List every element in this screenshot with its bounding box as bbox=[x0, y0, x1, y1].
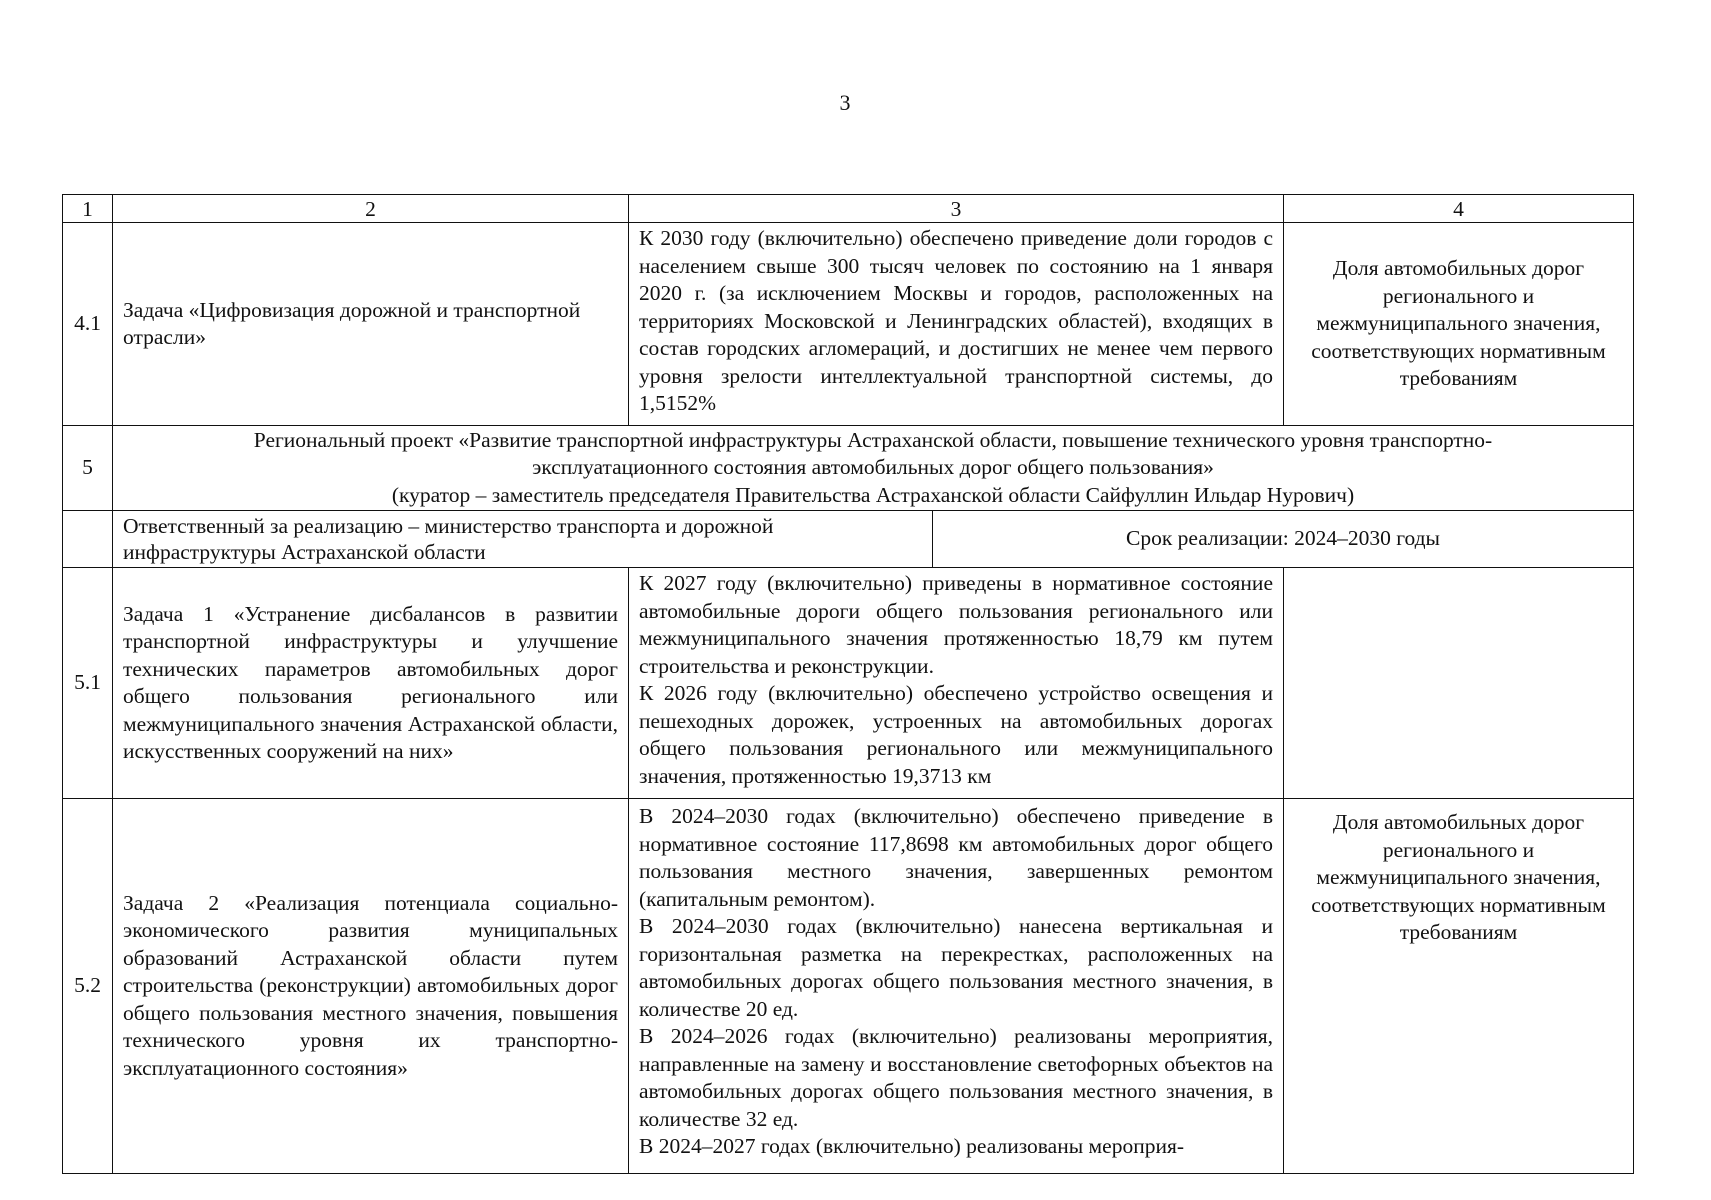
header-col-4: 4 bbox=[1284, 195, 1634, 223]
indicator-cell: Доля автомобильных дорог регионального и межмуниципального значения, соответствующих нормативным требованиям bbox=[1284, 223, 1634, 426]
result-paragraph: В 2024–2030 годах (включительно) нанесена вертикальная и горизонтальная разметка на перекрестках, расположенных на автомобильных дорогах общего пользования местного значения, в количестве 20 ед. bbox=[639, 914, 1273, 1021]
task-cell: Задача 2 «Реализация потенциала социально-экономического развития муниципальных образований Астраханской области путем строительства (реконструкции) автомобильных дорог общего пользования местного значения, повышения технического уровня их транспортно-эксплуатационного состояния» bbox=[113, 799, 629, 1174]
table-row bbox=[63, 568, 1634, 799]
row-number: 5.2 bbox=[63, 799, 113, 1174]
responsible-text: Ответственный за реализацию – министерство транспорта и дорожной инфраструктуры Астраханской области bbox=[113, 511, 933, 567]
row-number: 5 bbox=[63, 426, 113, 511]
table-row bbox=[63, 799, 1634, 1174]
program-table bbox=[62, 194, 1634, 1174]
result-paragraph: В 2024–2030 годах (включительно) обеспечено приведение в нормативное состояние 117,8698 км автомобильных дорог общего пользования местного значения, завершенных ремонтом (капитальным ремонтом). bbox=[639, 804, 1273, 911]
result-paragraph: К 2027 году (включительно) приведены в нормативное состояние автомобильные дороги общего пользования регионального или межмуниципального значения протяженностью 18,79 км путем строительства и реконструкции. bbox=[639, 571, 1273, 678]
page-number: 3 bbox=[839, 90, 851, 115]
result-paragraph: К 2026 году (включительно) обеспечено устройство освещения и пешеходных дорожек, устроенных на автомобильных дорогах общего пользования регионального или межмуниципального значения, протяженностью 19,3713 км bbox=[639, 681, 1273, 788]
result-paragraph: В 2024–2027 годах (включительно) реализованы мероприя- bbox=[639, 1134, 1185, 1158]
project-title-cell bbox=[113, 426, 1634, 511]
result-cell bbox=[629, 799, 1284, 1174]
header-col-1: 1 bbox=[63, 195, 113, 223]
header-col-3: 3 bbox=[629, 195, 1284, 223]
project-curator: (куратор – заместитель председателя Правительства Астраханской области Сайфуллин Ильдар Нурович) bbox=[391, 482, 1355, 507]
project-title-line-2: эксплуатационного состояния автомобильных дорог общего пользования» bbox=[532, 455, 1214, 480]
task-cell: Задача «Цифровизация дорожной и транспортной отрасли» bbox=[113, 223, 629, 426]
task-cell: Задача 1 «Устранение дисбалансов в развитии транспортной инфраструктуры и улучшение технических параметров автомобильных дорог общего пользования регионального или межмуниципального значения Астраханской области, искусственных сооружений на них» bbox=[113, 568, 629, 799]
indicator-cell bbox=[1284, 568, 1634, 799]
table-row bbox=[63, 223, 1634, 426]
indicator-cell: Доля автомобильных дорог регионального и межмуниципального значения, соответствующих нормативным требованиям bbox=[1284, 799, 1634, 1174]
result-cell bbox=[629, 568, 1284, 799]
result-cell: К 2030 году (включительно) обеспечено приведение доли городов с населением свыше 300 тысяч человек по состоянию на 1 января 2020 г. (за исключением Москвы и городов, расположенных на территориях Московской и Ленинградских областей), входящих в состав городских агломераций, и достигших не менее чем первого уровня зрелости интеллектуальной транспортной системы, до 1,5152% bbox=[629, 223, 1284, 426]
empty-number-cell bbox=[63, 511, 113, 568]
responsible-term-cell bbox=[113, 511, 1634, 568]
term-text: Срок реализации: 2024–2030 годы bbox=[1125, 526, 1440, 551]
project-title-line-1: Региональный проект «Развитие транспортной инфраструктуры Астраханской области, повышение технического уровня транспортно- bbox=[253, 427, 1493, 452]
row-number: 4.1 bbox=[63, 223, 113, 426]
row-number: 5.1 bbox=[63, 568, 113, 799]
result-paragraph: В 2024–2026 годах (включительно) реализованы мероприятия, направленные на замену и восстановление светофорных объектов на автомобильных дорогах общего пользования местного значения, в количестве 32 ед. bbox=[639, 1024, 1273, 1131]
responsible-row bbox=[63, 511, 1634, 568]
table-header-row bbox=[63, 195, 1634, 223]
header-col-2: 2 bbox=[113, 195, 629, 223]
project-row bbox=[63, 426, 1634, 511]
